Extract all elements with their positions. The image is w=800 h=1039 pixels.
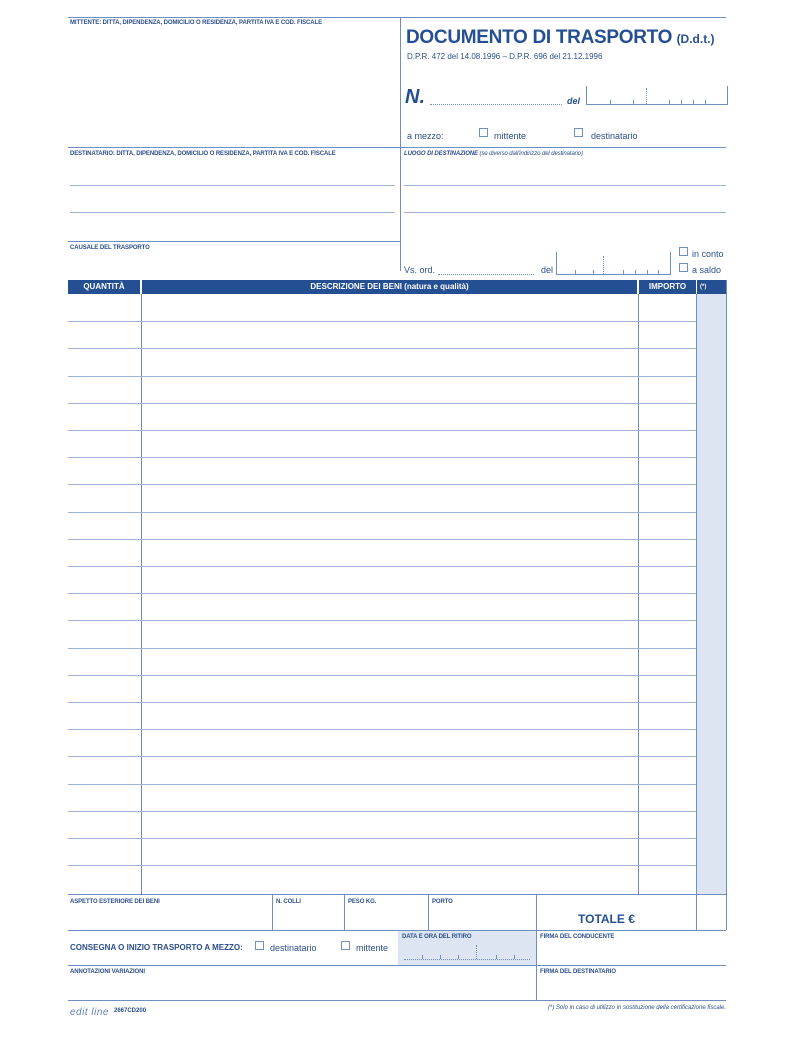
destination-line-1[interactable] [404, 185, 726, 186]
destination-label: LUOGO DI DESTINAZIONE [404, 151, 478, 157]
table-row[interactable] [68, 430, 696, 431]
table-row[interactable] [68, 784, 696, 785]
table-row[interactable] [68, 838, 696, 839]
consegna-destinatario-label: destinatario [270, 943, 317, 953]
data-ritiro-box[interactable] [398, 931, 536, 965]
a-saldo-checkbox[interactable] [679, 263, 688, 272]
recipient-line-1[interactable] [70, 185, 395, 186]
brand-logo: edit line [70, 1007, 109, 1018]
table-row[interactable] [68, 865, 696, 866]
document-date-label: del [567, 96, 581, 106]
in-conto-label: in conto [692, 249, 724, 259]
vs-ord-field[interactable] [438, 274, 534, 275]
recipient-line-2[interactable] [70, 212, 395, 213]
firma-destinatario-label: FIRMA DEL DESTINATARIO [540, 969, 616, 975]
table-row[interactable] [68, 348, 696, 349]
table-row[interactable] [68, 729, 696, 730]
vs-ord-label: Vs. ord. [404, 265, 436, 275]
form-code: 2667CD200 [114, 1008, 147, 1014]
destination-note: (se diverso dall'indirizzo del destinatario) [479, 151, 583, 157]
table-row[interactable] [68, 675, 696, 676]
peso-label: PESO KG. [348, 899, 377, 905]
mittente-checkbox[interactable] [479, 128, 488, 137]
table-row[interactable] [68, 403, 696, 404]
firma-conducente-label: FIRMA DEL CONDUCENTE [540, 934, 615, 940]
vs-ord-date-label: del [541, 265, 554, 275]
col-header-note: (*) [697, 280, 726, 294]
table-row[interactable] [68, 321, 696, 322]
document-title-suffix: (D.d.t.) [676, 32, 715, 46]
consegna-label: CONSEGNA O INIZIO TRASPORTO A MEZZO: [70, 943, 243, 952]
a-mezzo-label: a mezzo: [407, 131, 444, 141]
table-row[interactable] [68, 512, 696, 513]
table-row[interactable] [68, 702, 696, 703]
note-column-shade [697, 294, 726, 894]
document-subtitle: D.P.R. 472 del 14.08.1996 – D.P.R. 696 del 21.12.1996 [407, 52, 603, 61]
col-header-quantita: QUANTITÀ [68, 280, 140, 294]
table-row[interactable] [68, 756, 696, 757]
aspetto-label: ASPETTO ESTERIORE DEI BENI [70, 899, 160, 905]
sender-label: MITTENTE: DITTA, DIPENDENZA, DOMICILIO O RESIDENZA, PARTITA IVA E COD. FISCALE [70, 20, 322, 26]
consegna-mittente-label: mittente [356, 943, 389, 953]
recipient-label: DESTINATARIO: DITTA, DIPENDENZA, DOMICILIO O RESIDENZA, PARTITA IVA E COD. FISCALE [70, 151, 336, 157]
table-row[interactable] [68, 811, 696, 812]
document-date-field[interactable] [586, 86, 728, 105]
footnote: (*) Solo in caso di utilizzo in sostituzione della certificazione fiscale. [547, 1005, 726, 1011]
consegna-mittente-checkbox[interactable] [341, 941, 350, 950]
table-row[interactable] [68, 376, 696, 377]
table-row[interactable] [68, 484, 696, 485]
a-saldo-label: a saldo [692, 265, 722, 275]
col-header-importo: IMPORTO [639, 280, 696, 294]
table-row[interactable] [68, 648, 696, 649]
table-row[interactable] [68, 620, 696, 621]
consegna-destinatario-checkbox[interactable] [255, 941, 264, 950]
table-row[interactable] [68, 457, 696, 458]
destination-line-2[interactable] [404, 212, 726, 213]
table-row[interactable] [68, 539, 696, 540]
destinatario-checkbox[interactable] [574, 128, 583, 137]
in-conto-checkbox[interactable] [679, 247, 688, 256]
data-ritiro-label: DATA E ORA DEL RITIRO [402, 934, 472, 940]
vs-ord-date-field[interactable] [556, 252, 671, 275]
col-header-descrizione: DESCRIZIONE DEI BENI (natura e qualità) [142, 280, 637, 294]
document-number-label: N. [405, 86, 425, 108]
causale-label: CAUSALE DEL TRASPORTO [70, 245, 150, 251]
table-row[interactable] [68, 593, 696, 594]
destinatario-option-label: destinatario [591, 131, 638, 141]
document-number-field[interactable] [430, 104, 562, 105]
porto-label: PORTO [432, 899, 453, 905]
document-title: DOCUMENTO DI TRASPORTO [406, 27, 673, 48]
table-row[interactable] [68, 566, 696, 567]
mittente-option-label: mittente [494, 131, 527, 141]
annotazioni-label: ANNOTAZIONI VARIAZIONI [70, 969, 145, 975]
n-colli-label: N. COLLI [276, 899, 301, 905]
totale-label: TOTALE € [578, 912, 635, 926]
